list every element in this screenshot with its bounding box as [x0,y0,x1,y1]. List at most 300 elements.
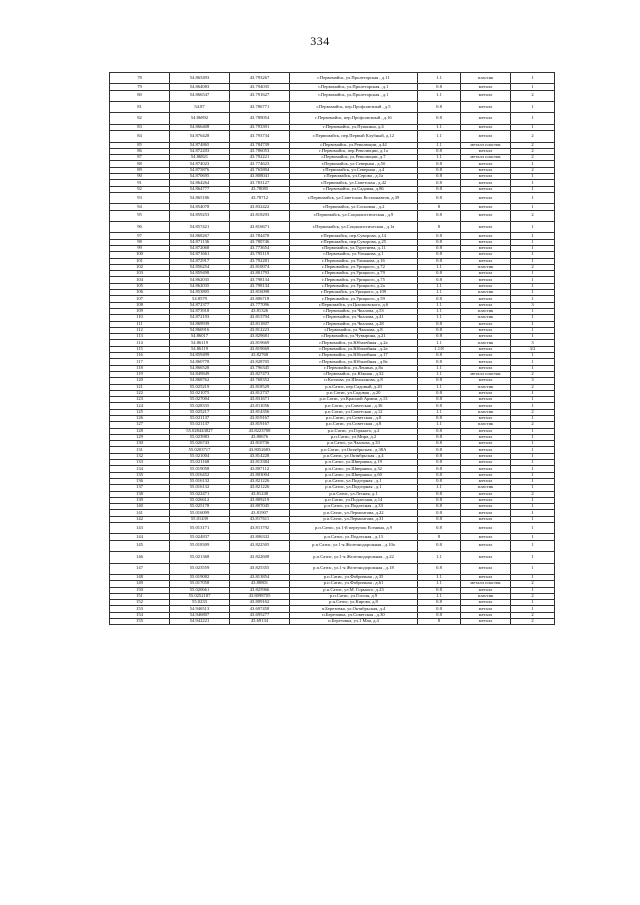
volume-cell: 1.1 [418,365,461,371]
volume-cell: 0.8 [418,245,461,251]
address-cell: р.п.Сатис, ул.Лесная, д.1 [290,491,418,497]
longitude-cell: 43.811807 [230,321,290,327]
count-cell: 1 [511,102,555,113]
address-cell: г.Первомайск, пер.Революции, д.1а [290,148,418,154]
volume-cell: 0.8 [418,192,461,203]
material-cell: пластик [461,264,511,270]
address-cell: р.п.Сатис, ул.Октябрьская , д.38А [290,447,418,453]
volume-cell: 0.8 [418,113,461,124]
address-cell: г.Первомайск, ул.Пролетарская , д.1 [290,84,418,90]
latitude-cell: 54.86119 [170,340,230,346]
volume-cell: 0.8 [418,504,461,510]
address-cell: г.Первомайск, ул.Революции, д.44 [290,142,418,148]
material-cell: металл [461,618,511,624]
material-cell: металл [461,321,511,327]
latitude-cell: 54.866528 [170,365,230,371]
volume-cell: 1.1 [418,73,461,84]
row-number: 145 [110,540,170,551]
material-cell: металл [461,587,511,593]
material-cell: пластик [461,384,511,390]
material-cell: металл [461,180,511,186]
volume-cell: 8 [418,534,461,540]
address-cell: р.п.Сатис, ул.Гоголя, д.9 [290,593,418,599]
volume-cell: 1.1 [418,552,461,563]
volume-cell: 0.8 [418,587,461,593]
count-cell: 1 [511,113,555,124]
material-cell: металл [461,612,511,618]
address-cell: г.Первомайск, ул.Ульянова, д.16 [290,258,418,264]
longitude-cell: 43.765804 [230,167,290,173]
longitude-cell: 43.80801 [230,581,290,587]
latitude-cell: 54.865493 [170,73,230,84]
volume-cell: 0.8 [418,478,461,484]
latitude-cell: 55.021137 [170,422,230,428]
row-number: 92 [110,186,170,192]
row-number: 131 [110,447,170,453]
volume-cell: 0.8 [418,497,461,503]
longitude-cell: 43.69134 [230,618,290,624]
latitude-cell: 54.876428 [170,131,230,142]
longitude-cell: 43.816098 [230,290,290,296]
latitude-cell: 55.027004 [170,397,230,403]
table-row [110,73,555,84]
latitude-cell: 54.866916 [170,327,230,333]
address-cell: р.п.Сатис, ул.Чкалова, д.33 [290,441,418,447]
address-cell: п.Козлова, ул.Шелыхнова, д.8 [290,378,418,384]
address-cell: г.Первомайск, ул.Ульянова, д.1 [290,252,418,258]
row-number: 99 [110,245,170,251]
table-row [110,131,555,142]
row-number: 128 [110,428,170,434]
volume-cell: 0.8 [418,252,461,258]
material-cell: металл [461,491,511,497]
volume-cell: 0.8 [418,491,461,497]
material-cell: металл [461,472,511,478]
material-cell: металл [461,534,511,540]
count-cell: 1 [511,510,555,516]
row-number: 83 [110,124,170,130]
latitude-cell: 54.8579 [170,296,230,302]
longitude-cell: 43.825966 [230,587,290,593]
longitude-cell: 43.695277 [230,612,290,618]
volume-cell: 0.8 [418,167,461,173]
count-cell: 2 [511,593,555,599]
address-cell: г.Первомайск, ул.Северная , д.5б [290,161,418,167]
volume-cell: 0.8 [418,327,461,333]
longitude-cell: 43.819669 [230,346,290,352]
volume-cell: 0.8 [418,321,461,327]
material-cell: металл [461,397,511,403]
address-cell: г.Первомайск, ул.Советских Космонавтов, д.39 [290,192,418,203]
count-cell: 1 [511,390,555,396]
count-cell: 1 [511,277,555,283]
address-cell: р.п.Сатис, ул.Подлесная , д.13 [290,534,418,540]
row-number: 88 [110,161,170,167]
volume-cell: 0.8 [418,84,461,90]
material-cell: металл пластик [461,581,511,587]
latitude-cell: 54.872203 [170,148,230,154]
count-cell: 1 [511,283,555,289]
address-cell: г.Первомайск, ул.Урицкого, д.59 [290,296,418,302]
count-cell: 2 [511,148,555,154]
count-cell: 1 [511,271,555,277]
count-cell: 2 [511,142,555,148]
address-cell: г.Первомайск, ул.Садовая, д.86 [290,186,418,192]
address-cell: р.п.Сатис, ул.Фабричная , д.35 [290,574,418,580]
count-cell: 2 [511,581,555,587]
latitude-cell: 54.872068 [170,245,230,251]
row-number: 117 [110,359,170,365]
address-cell: г.Первомайск, ул.Советская , д.42 [290,180,418,186]
row-number: 134 [110,466,170,472]
row-number: 125 [110,409,170,415]
longitude-cell: 43.814356 [230,409,290,415]
address-cell: г.Первомайск, ул.Урицкого, д.72 [290,264,418,270]
row-number: 124 [110,403,170,409]
material-cell: металл [461,124,511,130]
count-cell: 1 [511,290,555,296]
material-cell: металл [461,606,511,612]
longitude-cell: 43.828705 [230,359,290,365]
row-number: 100 [110,252,170,258]
latitude-cell: 54.862035 [170,283,230,289]
volume-cell: 1.1/8 [418,346,461,352]
longitude-cell: 43.821226 [230,478,290,484]
latitude-cell: 54.868267 [170,233,230,239]
row-number: 127 [110,422,170,428]
address-cell: г.Первомайск, ул.Социалистическая , д.1а [290,222,418,233]
count-cell: 2 [511,491,555,497]
longitude-cell: 43.795119 [230,252,290,258]
count-cell: 1 [511,497,555,503]
longitude-cell: 43.803004 [230,472,290,478]
material-cell: металл [461,523,511,534]
longitude-cell: 43.813854 [230,574,290,580]
latitude-cell: 54.86892 [170,113,230,124]
longitude-cell: 43.791627 [230,90,290,101]
row-number: 122 [110,390,170,396]
volume-cell: 8 [418,618,461,624]
count-cell: 1 [511,84,555,90]
count-cell: 1 [511,600,555,606]
latitude-cell: 54.872193 [170,315,230,321]
longitude-cell: 43.819167 [230,422,290,428]
longitude-cell: 43.811056 [230,403,290,409]
longitude-cell: 43.818529 [230,384,290,390]
row-number: 97 [110,233,170,239]
material-cell: металл [461,245,511,251]
latitude-cell: 55.020661 [170,587,230,593]
latitude-cell: 55.028335 [170,403,230,409]
row-number: 133 [110,460,170,466]
address-cell: г.Первомайск, ул.Чувырина, д.21 [290,334,418,340]
latitude-cell: 54.946513 [170,606,230,612]
latitude-cell: 55.0233 [170,600,230,606]
address-cell: р.п.Сатис, ул.1-я Железнодорожная , д.18 [290,563,418,574]
count-cell: 1 [511,478,555,484]
latitude-cell: 54.860778 [170,359,230,365]
address-cell: г.Первомайск, ул.Северная , д.4 [290,167,418,173]
longitude-cell: 43.810074 [230,264,290,270]
row-number: 102 [110,264,170,270]
latitude-cell: 54.864083 [170,84,230,90]
address-cell: п.Березовка, ул.1 Мая, д.4 [290,618,418,624]
volume-cell: 0.8 [418,416,461,422]
longitude-cell: 43.777096 [230,302,290,308]
material-cell: металл [461,441,511,447]
longitude-cell: 43.807112 [230,466,290,472]
address-cell: г.Первомайск, ул.Революции, д.7 [290,155,418,161]
latitude-cell: 54.864777 [170,186,230,192]
volume-cell: 0.8 [418,277,461,283]
latitude-cell: 55.026743 [170,441,230,447]
row-number: 87 [110,155,170,161]
volume-cell: 0.8 [418,441,461,447]
row-number: 121 [110,384,170,390]
table-row [110,618,555,624]
address-cell: п.Березовка, ул.Советская , д.30 [290,612,418,618]
longitude-cell: 43.819167 [230,416,290,422]
volume-cell: 0.8 [418,447,461,453]
count-cell: 1 [511,606,555,612]
count-cell: 1 [511,534,555,540]
count-cell: 1 [511,516,555,522]
count-cell: 1 [511,180,555,186]
count-cell: 2 [511,371,555,377]
latitude-cell: 55.019082 [170,574,230,580]
longitude-cell: 43.82768 [230,353,290,359]
latitude-cell: 54.875876 [170,167,230,173]
material-cell: металл [461,447,511,453]
longitude-cell: 43.822608 [230,552,290,563]
count-cell: 1 [511,552,555,563]
volume-cell: 0.8 [418,428,461,434]
longitude-cell: 43.829681 [230,334,290,340]
address-cell: г.Первомайск, ул.Пролетарская , д.1 [290,90,418,101]
material-cell: пластик [461,485,511,491]
longitude-cell: 43.81326 [230,308,290,314]
address-cell: р.п.Сатис, ул.Кирова, д.8 [290,600,418,606]
longitude-cell: 43.773654 [230,245,290,251]
latitude-cell: 55.013171 [170,523,230,534]
count-cell: 1 [511,327,555,333]
address-cell: р.п.Сатис, ул.Подлесная, д.14 [290,497,418,503]
longitude-cell: 43.818293 [230,210,290,221]
latitude-cell: 54.874865 [170,142,230,148]
latitude-cell: 55.017058 [170,581,230,587]
longitude-cell: 43.783127 [230,180,290,186]
material-cell: пластик [461,409,511,415]
latitude-cell: 54.870695 [170,174,230,180]
latitude-cell: 54.871136 [170,239,230,245]
volume-cell: 0.8 [418,378,461,384]
longitude-cell: 43.793391 [230,124,290,130]
table-row [110,540,555,551]
address-cell: г.Первомайск, ул.Урицкого, д.75 [290,277,418,283]
address-cell: р.п.Сатис, ул.1-я Железнодорожная , д.22 [290,552,418,563]
material-cell: металл [461,113,511,124]
longitude-cell: 43.81907 [230,510,290,516]
material-cell: пластик [461,340,511,346]
material-cell: металл [461,378,511,384]
longitude-cell: 43.792221 [230,155,290,161]
volume-cell: 1.1 [418,422,461,428]
latitude-cell: 54.872917 [170,258,230,264]
volume-cell: 0.8 [418,233,461,239]
row-number: 139 [110,497,170,503]
row-number: 113 [110,334,170,340]
volume-cell: 1.1 [418,283,461,289]
material-cell: металл [461,210,511,221]
longitude-cell: 43.821226 [230,485,290,491]
table-row [110,102,555,113]
address-cell: г.Первомайск, ул.Тургенева, д.11 [290,245,418,251]
longitude-cell: 43.794035 [230,84,290,90]
material-cell: металл [461,327,511,333]
address-cell: г.Первомайск, ул.Пушкина, д.4 [290,124,418,130]
address-cell: р.п.Сатис, ул.Советская , д.8 [290,416,418,422]
row-number: 146 [110,552,170,563]
row-number: 150 [110,587,170,593]
latitude-cell: 55.022471 [170,491,230,497]
row-number: 111 [110,321,170,327]
volume-cell: 0.8 [418,612,461,618]
longitude-cell: 43.825355 [230,563,290,574]
address-cell: г.Первомайск, ул.Ленина, д.8а [290,365,418,371]
volume-cell: 0.8 [418,434,461,440]
row-number: 101 [110,258,170,264]
address-cell: г.Первомайск, ул.Чкалова, д.28 [290,321,418,327]
latitude-cell: 55.016132 [170,478,230,484]
material-cell: металл [461,296,511,302]
latitude-cell: 55.025219 [170,384,230,390]
address-cell: г.Первомайск, ул.Юбилейная , д.8а [290,359,418,365]
row-number: 129 [110,434,170,440]
address-cell: г.Первомайск, ул.Южная , д.32 [290,371,418,377]
row-number: 123 [110,397,170,403]
volume-cell: 0.8 [418,540,461,551]
latitude-cell: 54.868762 [170,378,230,384]
address-cell: г.Первомайск, ул.Чкалова, д.53 [290,308,418,314]
count-cell: 1 [511,315,555,321]
latitude-cell: 54.872377 [170,302,230,308]
row-number: 109 [110,308,170,314]
count-cell: 1 [511,523,555,534]
count-cell: 1 [511,204,555,210]
count-cell: 1 [511,334,555,340]
count-cell: 1 [511,174,555,180]
volume-cell: 0.8 [418,148,461,154]
address-cell: р.п.Сатис, ул.Советская , д.36 [290,403,418,409]
latitude-cell: 54.869939 [170,321,230,327]
latitude-cell: 55.023983 [170,434,230,440]
count-cell: 2 [511,210,555,221]
material-cell: металл [461,434,511,440]
longitude-cell: 43.822505 [230,540,290,551]
count-cell: 2 [511,155,555,161]
longitude-cell: 43.784478 [230,233,290,239]
longitude-cell: 43.780746 [230,239,290,245]
row-number: 144 [110,534,170,540]
count-cell: 1 [511,258,555,264]
volume-cell: 1.1 [418,315,461,321]
count-cell: 1 [511,397,555,403]
address-cell: г.Первомайск, ул.Чкалова, д.8 [290,327,418,333]
latitude-cell: 54.857421 [170,222,230,233]
row-number: 89 [110,167,170,173]
row-number: 95 [110,210,170,221]
address-cell: г.Первомайск, пер.Профсоюзный , д.16 [290,113,418,124]
address-cell: р.п.Сатис, ул.Подгорная , д.1 [290,485,418,491]
volume-cell: 0.8 [418,180,461,186]
longitude-cell: 43.816671 [230,222,290,233]
volume-cell: 0.8 [418,258,461,264]
count-cell: 1 [511,466,555,472]
volume-cell: 0.8 [418,600,461,606]
volume-cell: 1.1 [418,90,461,101]
volume-cell: 1.1 [418,264,461,270]
material-cell: металл [461,148,511,154]
longitude-cell: 43.812223 [230,327,290,333]
count-cell: 1 [511,161,555,167]
address-cell: р.п.Сатис, ул.Садовая , д.20 [290,390,418,396]
material-cell: металл [461,346,511,352]
latitude-cell: 55.028443827 [170,428,230,434]
address-cell: р.п.Сатис, ул.Лермонтова, д.22 [290,510,418,516]
longitude-cell: 43.813794 [230,315,290,321]
count-cell: 2 [511,90,555,101]
table-container [109,72,554,625]
count-cell: 1 [511,416,555,422]
address-cell: р.п.Сатис, ул.Советская , д.8 [290,422,418,428]
material-cell: металл пластик [461,371,511,377]
volume-cell: 0.8 [418,397,461,403]
latitude-cell: 54.862035 [170,277,230,283]
row-number: 103 [110,271,170,277]
material-cell: металл [461,334,511,340]
row-number: 96 [110,222,170,233]
longitude-cell: 43.808041 [230,174,290,180]
material-cell: металл [461,466,511,472]
count-cell: 2 [511,422,555,428]
row-number: 79 [110,84,170,90]
longitude-cell: 43.768352 [230,378,290,384]
latitude-cell: 54.866547 [170,90,230,101]
latitude-cell: 55.025217 [170,409,230,415]
longitude-cell: 43.812737 [230,390,290,396]
row-number: 137 [110,485,170,491]
row-number: 154 [110,612,170,618]
longitude-cell: 43.78712 [230,192,290,203]
volume-cell: 0.8 [418,239,461,245]
row-number: 143 [110,523,170,534]
address-cell: г.Первомайск, ул.Урицкого, д.109 [290,290,418,296]
longitude-cell: 43.819669 [230,340,290,346]
row-number: 116 [110,353,170,359]
longitude-cell: 43.827473 [230,371,290,377]
count-cell: 1 [511,239,555,245]
volume-cell: 1.1 [418,371,461,377]
row-number: 115 [110,346,170,352]
longitude-cell: 43.806332 [230,534,290,540]
table-row [110,210,555,221]
longitude-cell: 43.814228 [230,453,290,459]
volume-cell: 0.8 [418,460,461,466]
volume-cell: 0.8 [418,174,461,180]
longitude-cell: 43.817611 [230,516,290,522]
latitude-cell: 54.87 [170,102,230,113]
material-cell: пластик [461,308,511,314]
